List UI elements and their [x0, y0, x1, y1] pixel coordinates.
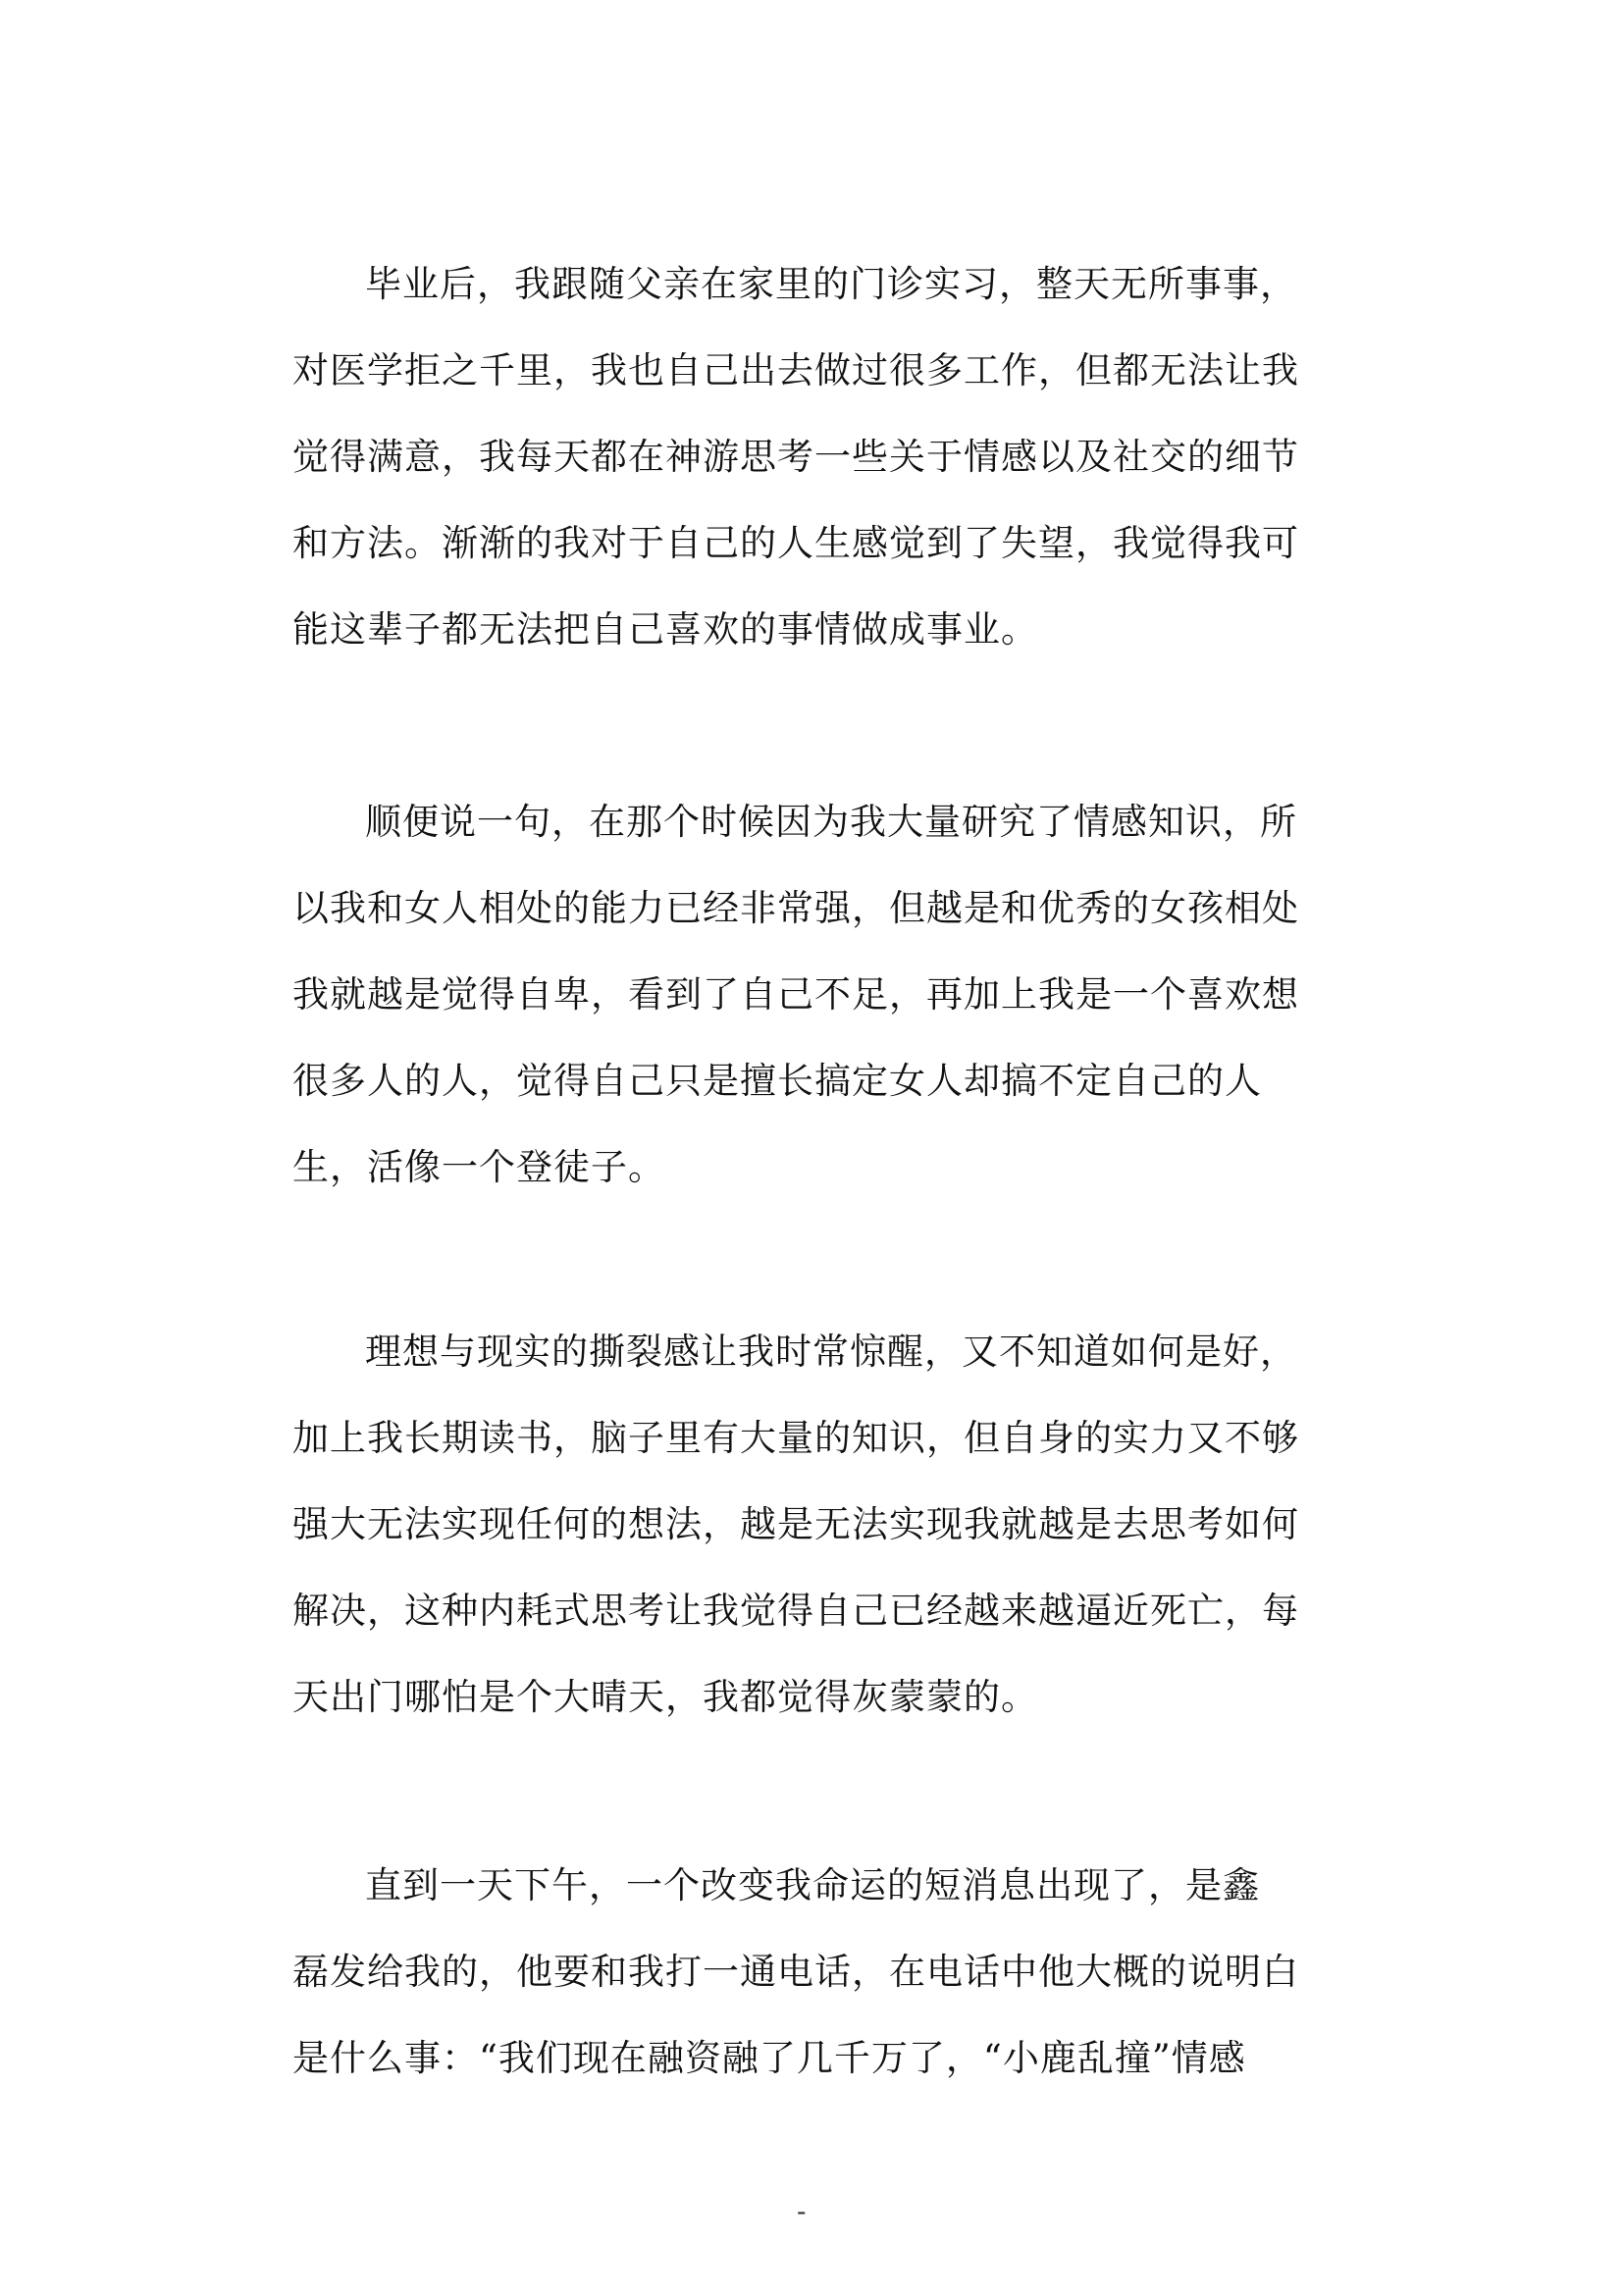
paragraph-line: 直到一天下午，一个改变我命运的短消息出现了，是鑫 — [365, 1864, 1260, 1906]
paragraph-line: 天出门哪怕是个大晴天，我都觉得灰蒙蒙的。 — [292, 1676, 1038, 1718]
paragraph-1 — [292, 241, 1313, 673]
paragraph-line: 生，活像一个登徒子。 — [292, 1146, 665, 1188]
paragraph-line: 加上我长期读书，脑子里有大量的知识，但自身的实力又不够 — [292, 1417, 1299, 1459]
paragraph-line: 对医学拒之千里，我也自己出去做过很多工作，但都无法让我 — [292, 349, 1299, 391]
paragraph-line: 我就越是觉得自卑，看到了自己不足，再加上我是一个喜欢想 — [292, 973, 1299, 1016]
paragraph-line: 以我和女人相处的能力已经非常强，但越是和优秀的女孩相处 — [292, 887, 1299, 929]
paragraph-3 — [292, 1309, 1313, 1741]
paragraph-line: 很多人的人，觉得自己只是擅长搞定女人却搞不定自己的人 — [292, 1060, 1262, 1102]
paragraph-line: 觉得满意，我每天都在神游思考一些关于情感以及社交的细节 — [292, 436, 1299, 478]
page-mark: - — [797, 2195, 807, 2227]
paragraph-line: 是什么事：“我们现在融资融了几千万了，“小鹿乱撞”情感 — [292, 2037, 1246, 2079]
paragraph-4 — [292, 1843, 1313, 2102]
paragraph-2 — [292, 779, 1313, 1211]
paragraph-line: 理想与现实的撕裂感让我时常惊醒，又不知道如何是好， — [365, 1331, 1297, 1373]
paragraph-line: 毕业后，我跟随父亲在家里的门诊实习，整天无所事事， — [365, 263, 1297, 305]
paragraph-line: 强大无法实现任何的想法，越是无法实现我就越是去思考如何 — [292, 1503, 1299, 1545]
paragraph-line: 能这辈子都无法把自己喜欢的事情做成事业。 — [292, 608, 1038, 651]
paragraph-line: 顺便说一句，在那个时候因为我大量研究了情感知识，所 — [365, 801, 1297, 843]
paragraph-line: 和方法。渐渐的我对于自己的人生感觉到了失望，我觉得我可 — [292, 522, 1299, 564]
paragraph-line: 磊发给我的，他要和我打一通电话，在电话中他大概的说明白 — [292, 1951, 1299, 1993]
paragraph-line: 解决，这种内耗式思考让我觉得自己已经越来越逼近死亡，每 — [292, 1590, 1299, 1632]
